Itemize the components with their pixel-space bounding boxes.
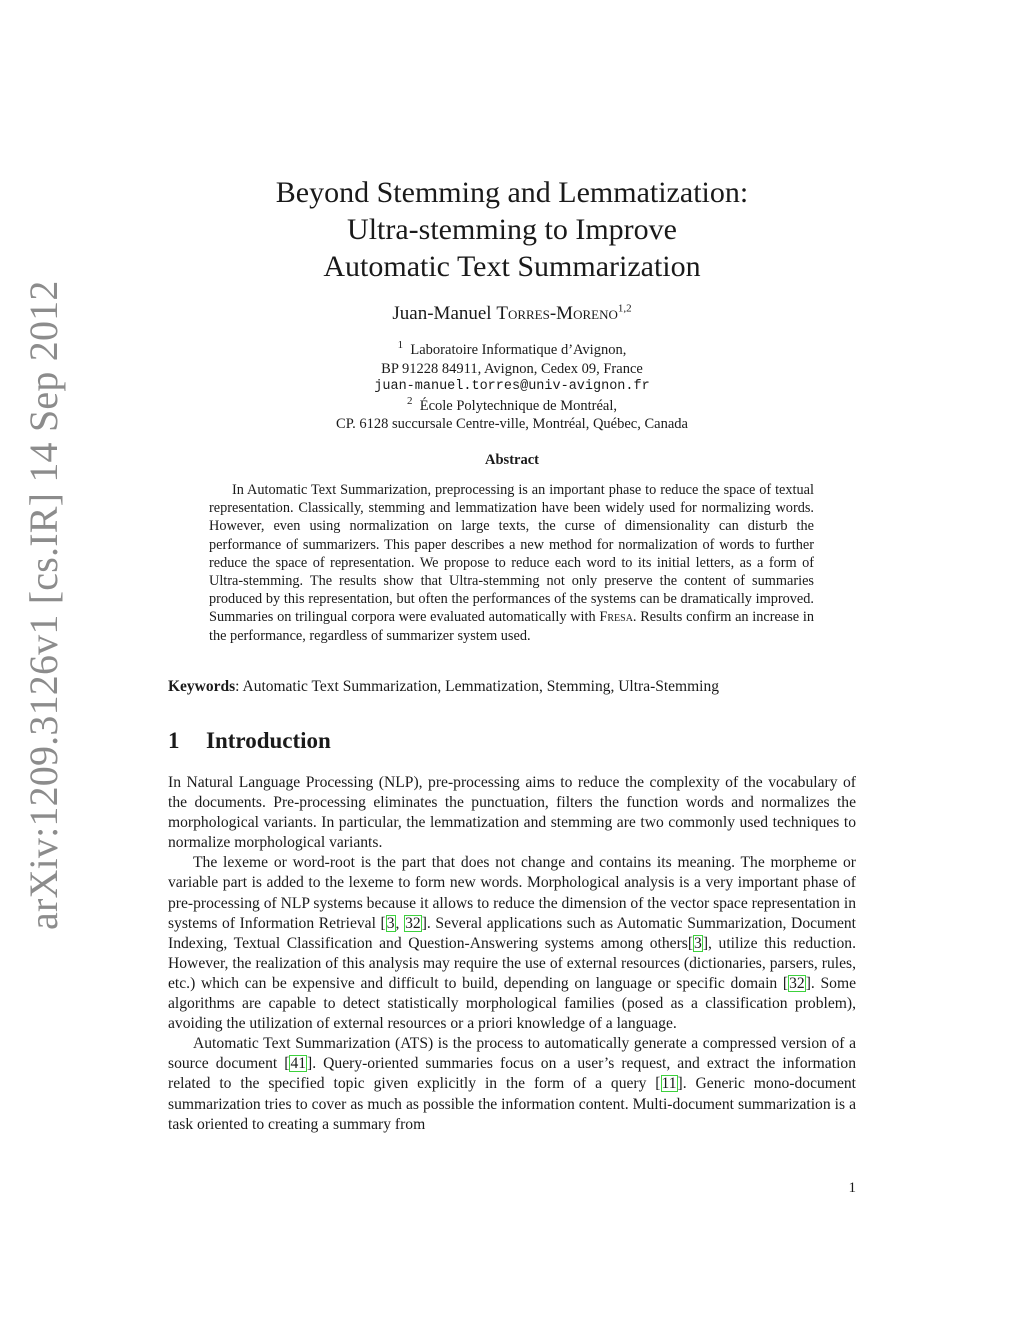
arxiv-identifier-stamp: arXiv:1209.3126v1 [cs.IR] 14 Sep 2012 <box>21 280 66 930</box>
title-line-2: Ultra-stemming to Improve <box>347 213 677 246</box>
keywords-value: : Automatic Text Summarization, Lemmatization, Stemming, Ultra-Stemming <box>235 678 719 695</box>
paragraph-2-text-b: ]. Several applications such as Automatic Summarization, Document Indexing, Textual Classification and Question-Answering systems among others[ <box>168 914 857 952</box>
author-affiliation-marks: 1,2 <box>617 302 632 315</box>
paragraph-2-text-c: ], utilize this reduction. However, the realization of this analysis may require the use of external resources (dictionaries, parsers, rules, etc.) which can be expensive and difficult to build, depending on language or specific domain [ <box>168 934 856 992</box>
author-first-name: Juan-Manuel <box>392 303 492 324</box>
abstract-body <box>209 481 814 645</box>
paragraph-2: The lexeme or word-root is the part that does not change and contains its meaning. The morpheme or variable part is added to the lexeme to form new words. Morphological analysis is a very important phase of pre-processing of NLP systems because it allows to reduce the dimension of the vector space representation in systems of Information Retrieval [3, 32]. Several applications such as Automatic Summarization, Document Indexing, Textual Classification and Question-Answering systems among others[3], utilize this reduction. However, the realization of this analysis may require the use of external resources (dictionaries, parsers, rules, etc.) which can be expensive and difficult to build, depending on language or specific domain [32]. Some algorithms are capable to detect statistically morphological families (posed as a classification problem), avoiding the utilization of external resources or a priori knowledge of a language. <box>168 854 857 1033</box>
affiliation-1-line-1 <box>170 341 854 360</box>
affiliation-2-line-1 <box>170 394 854 416</box>
paragraph-3-text-a: Automatic Text Summarization (ATS) is the process to automatically generate a compressed version of a source document [ <box>168 1035 856 1073</box>
affiliation-1-line-2: BP 91228 84911, Avignon, Cedex 09, France <box>381 360 643 377</box>
title-line-1: Beyond Stemming and Lemmatization: <box>275 176 749 209</box>
affiliation-1-mark: 1 <box>397 339 404 352</box>
introduction-body <box>168 773 856 1135</box>
citation-link[interactable]: 32 <box>405 914 421 932</box>
section-title: Introduction <box>206 728 331 753</box>
affiliation-block <box>170 341 854 434</box>
abstract-text-end: . Results confirm an increase in the performance, regardless of summarizer system used. <box>209 609 814 644</box>
citation-link[interactable]: 3 <box>694 934 702 952</box>
abstract-text: In Automatic Text Summarization, preprocessing is an important phase to reduce the space of textual representation. Classically, stemming and lemmatization have been widely used for normalizing words. However, even using normalization on large texts, the curse of dimensionality can disturb the performance of summarizers. This paper describes a new method for normalization of words to further reduce the space of representation. We propose to reduce each word to its initial letters, as a form of Ultra-stemming. The results show that Ultra-stemming not only preserve the content of summaries produced by this representation, but often the performances of the systems can be dramatically improved. Summaries on trilingual corpora were evaluated automatically with <box>209 482 814 626</box>
affiliation-2-mark: 2 <box>406 394 413 407</box>
paragraph-2-text-a: The lexeme or word-root is the part that does not change and contains its meaning. The morpheme or variable part is added to the lexeme to form new words. Morphological analysis is a very important phase of pre-processing of NLP systems because it allows to reduce the dimension of the vector space representation in systems of Information Retrieval [ <box>168 854 856 932</box>
page-number: 1 <box>848 1180 856 1196</box>
author-line <box>170 302 854 326</box>
paper-title <box>170 174 854 285</box>
affiliation-2-name: École Polytechnique de Montréal, <box>419 397 618 414</box>
keywords-label: Keywords <box>168 678 236 695</box>
author-email[interactable]: juan-manuel.torres@univ-avignon.fr <box>374 379 650 394</box>
paragraph-1: In Natural Language Processing (NLP), pre-processing aims to reduce the complexity of the vocabulary of the documents. Pre-processing eliminates the punctuation, filters the function words and normalizes the morphological variants. In particular, the lemmatization and stemming are two commonly used techniques to normalize morphological variants. <box>168 774 856 852</box>
paragraph-3-text-b: ]. Query-oriented summaries focus on a user’s request, and extract the information related to the specified topic given explicitly in the form of a query [ <box>168 1055 856 1093</box>
citation-link[interactable]: 3 <box>386 914 395 932</box>
section-number: 1 <box>168 728 180 753</box>
title-line-3: Automatic Text Summarization <box>323 250 701 283</box>
affiliation-1-name: Laboratoire Informatique d’Avignon, <box>410 342 627 358</box>
citation-link[interactable]: 11 <box>661 1075 677 1093</box>
section-heading <box>168 728 331 754</box>
abstract-heading: Abstract <box>485 452 539 468</box>
citation-link[interactable]: 41 <box>290 1055 307 1073</box>
citation-link[interactable]: 32 <box>789 974 805 992</box>
keywords-line <box>168 677 858 697</box>
paragraph-2-text-d: ]. Some algorithms are capable to detect statistically morphological families (posed as a classification problem), avoiding the utilization of external resources or a priori knowledge of a language. <box>168 974 856 1033</box>
paragraph-3 <box>168 1034 856 1134</box>
fresa-system-name: Fresa <box>599 609 633 626</box>
paragraph-3-text-c: ]. Generic mono-document summarization tries to cover as much as possible the information content. Multi-document summarization is a task oriented to creating a summary from <box>168 1075 856 1133</box>
author-last-name: Torres-Moreno <box>496 303 618 324</box>
affiliation-2-line-2: CP. 6128 succursale Centre-ville, Montréal, Québec, Canada <box>336 416 688 432</box>
